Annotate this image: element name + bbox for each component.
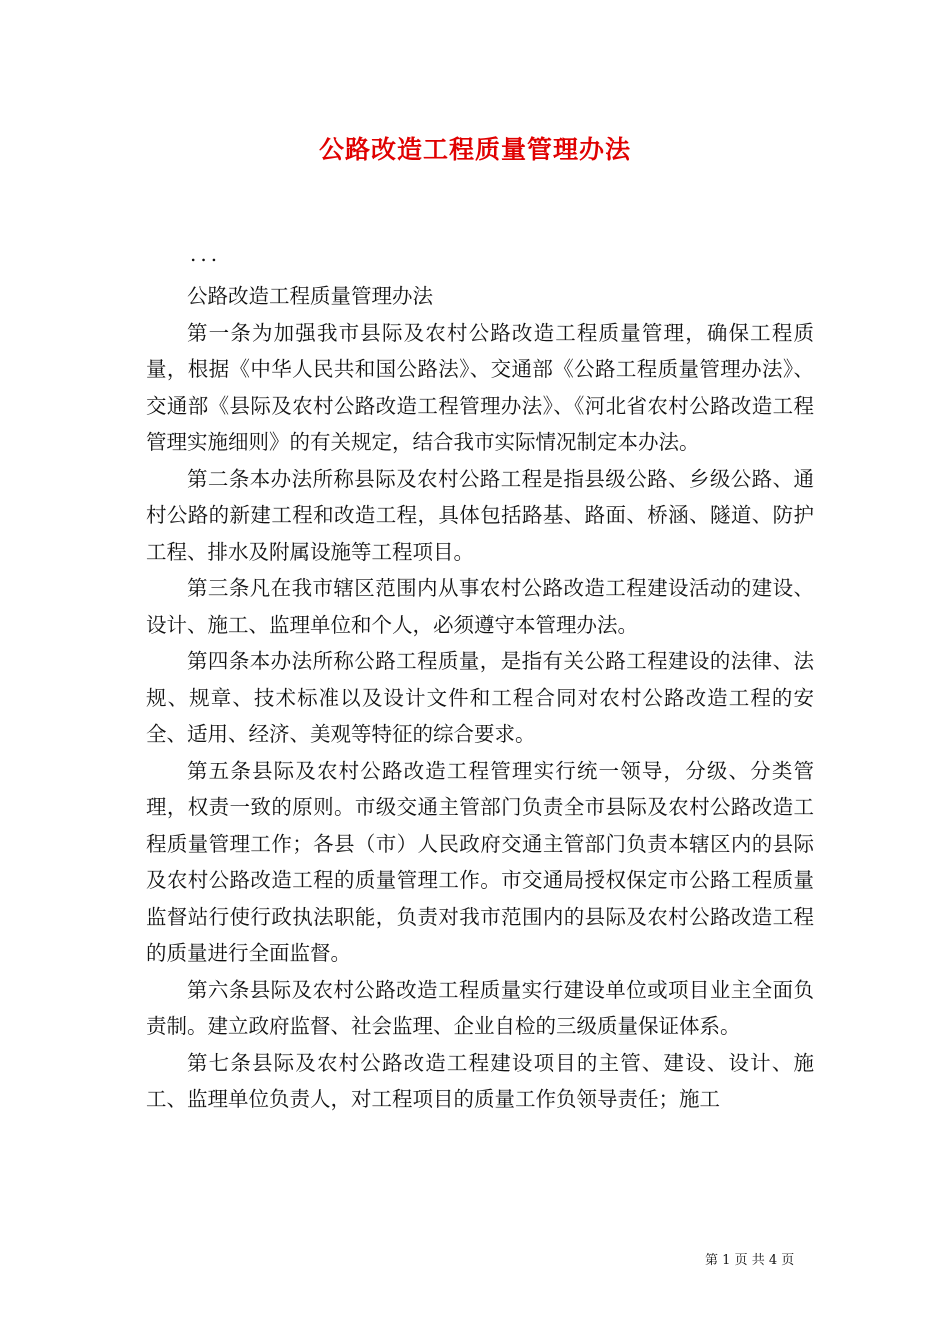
footer-prefix: 第 (705, 1253, 719, 1268)
document-body (146, 278, 814, 1118)
ellipsis-marker: ... (190, 242, 222, 266)
paragraph-article-6: 第六条县际及农村公路改造工程质量实行建设单位或项目业主全面负责制。建立政府监督、社会监理、企业自检的三级质量保证体系。 (146, 977, 814, 1038)
page-number-footer (705, 1249, 794, 1268)
footer-middle: 页 共 (734, 1253, 765, 1268)
footer-current-page: 1 (722, 1253, 731, 1268)
footer-suffix: 页 (781, 1253, 795, 1268)
document-title: 公路改造工程质量管理办法 (318, 135, 631, 164)
paragraph-subtitle: 公路改造工程质量管理办法 (187, 284, 433, 308)
footer-total-pages: 4 (768, 1253, 778, 1268)
paragraph-article-3: 第三条凡在我市辖区范围内从事农村公路改造工程建设活动的建设、设计、施工、监理单位和个人，必须遵守本管理办法。 (146, 576, 814, 637)
paragraph-article-1: 第一条为加强我市县际及农村公路改造工程质量管理，确保工程质量，根据《中华人民共和国公路法》、交通部《公路工程质量管理办法》、交通部《县际及农村公路改造工程管理办法》、《河北省农村公路改造工程管理实施细则》的有关规定，结合我市实际情况制定本办法。 (146, 320, 814, 454)
paragraph-article-2: 第二条本办法所称县际及农村公路工程是指县级公路、乡级公路、通村公路的新建工程和改造工程，具体包括路基、路面、桥涵、隧道、防护工程、排水及附属设施等工程项目。 (146, 466, 814, 564)
paragraph-article-5: 第五条县际及农村公路改造工程管理实行统一领导，分级、分类管理，权责一致的原则。市级交通主管部门负责全市县际及农村公路改造工程质量管理工作；各县（市）人民政府交通主管部门负责本辖区内的县际及农村公路改造工程的质量管理工作。市交通局授权保定市公路工程质量监督站行使行政执法职能，负责对我市范围内的县际及农村公路改造工程的质量进行全面监督。 (146, 758, 814, 965)
paragraph-article-4: 第四条本办法所称公路工程质量，是指有关公路工程建设的法律、法规、规章、技术标准以及设计文件和工程合同对农村公路改造工程的安全、适用、经济、美观等特征的综合要求。 (146, 649, 814, 746)
paragraph-article-7: 第七条县际及农村公路改造工程建设项目的主管、建设、设计、施工、监理单位负责人，对工程项目的质量工作负领导责任；施工 (146, 1050, 814, 1111)
